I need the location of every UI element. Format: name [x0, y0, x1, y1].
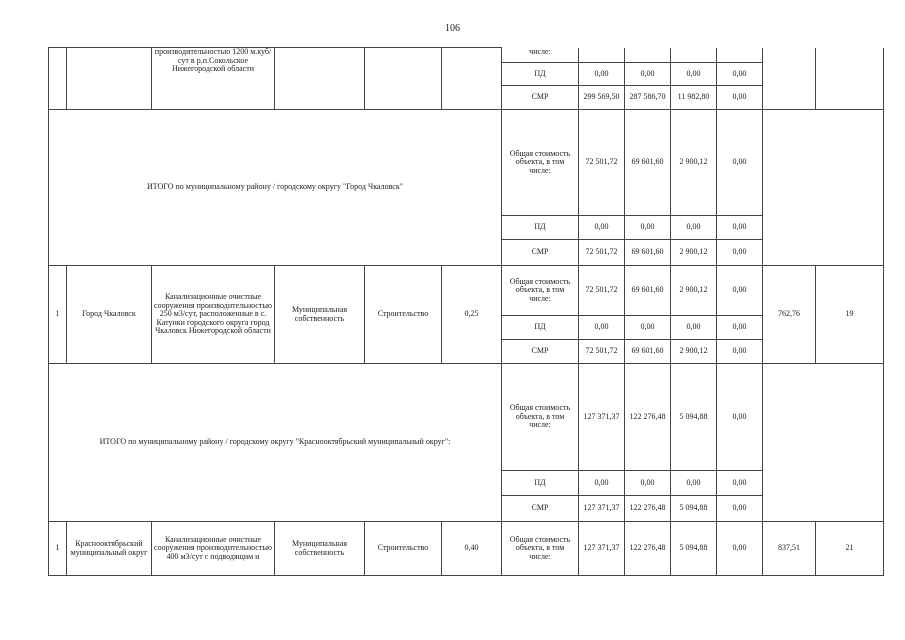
table-row — [49, 266, 884, 316]
cell-work-type — [365, 48, 442, 110]
value-cell: 0,00 — [579, 471, 625, 496]
value-cell: 0,00 — [671, 63, 717, 86]
value-cell — [717, 48, 763, 63]
value-cell: 0,00 — [671, 316, 717, 340]
value-cell: 72 501,72 — [579, 266, 625, 316]
cost-type-label: Общая стоимость объекта, в том числе: — [502, 364, 579, 471]
cell-ownership — [275, 48, 365, 110]
value-cell: 2 900,12 — [671, 110, 717, 216]
value-cell: 0,00 — [579, 63, 625, 86]
value-cell: 72 501,72 — [579, 340, 625, 364]
value-cell: 0,00 — [717, 266, 763, 316]
page-number: 106 — [445, 23, 460, 34]
value-cell: 0,00 — [717, 340, 763, 364]
cost-type-label: СМР — [502, 496, 579, 522]
cell-extra1 — [763, 48, 816, 110]
cell-municipality: Краснооктябрьский муниципальный округ — [67, 522, 152, 576]
cost-type-label: Общая стоимость объекта, в том числе: — [502, 110, 579, 216]
value-cell — [671, 48, 717, 63]
cell-blank — [763, 364, 884, 522]
value-cell: 0,00 — [625, 216, 671, 240]
value-cell: 0,00 — [579, 316, 625, 340]
cell-municipality — [67, 48, 152, 110]
cell-num — [49, 48, 67, 110]
cell-ownership: Муниципальная собственность — [275, 522, 365, 576]
investment-table — [48, 47, 884, 576]
cell-capacity: 0,25 — [442, 266, 502, 364]
value-cell: 0,00 — [717, 522, 763, 576]
value-cell: 0,00 — [717, 240, 763, 266]
subtotal-label: ИТОГО по муниципальному району / городскому округу "Краснооктябрьский муниципальный округ": — [49, 364, 502, 522]
table-row — [49, 48, 884, 63]
value-cell: 299 569,50 — [579, 86, 625, 110]
value-cell: 0,00 — [625, 316, 671, 340]
cell-work-type: Строительство — [365, 266, 442, 364]
cell-num: 1 — [49, 522, 67, 576]
value-cell: 5 094,88 — [671, 522, 717, 576]
cost-type-label: ПД — [502, 471, 579, 496]
cell-capacity — [442, 48, 502, 110]
cell-num: 1 — [49, 266, 67, 364]
value-cell: 0,00 — [717, 496, 763, 522]
cell-work-type: Строительство — [365, 522, 442, 576]
value-cell: 0,00 — [671, 471, 717, 496]
value-cell: 69 601,60 — [625, 240, 671, 266]
value-cell: 0,00 — [625, 471, 671, 496]
cost-type-label: СМР — [502, 340, 579, 364]
cost-type-label: Общая стоимость объекта, в том числе: — [502, 522, 579, 576]
cell-capacity: 0,40 — [442, 522, 502, 576]
value-cell: 0,00 — [717, 316, 763, 340]
value-cell: 72 501,72 — [579, 110, 625, 216]
cell-blank — [763, 110, 884, 266]
value-cell: 122 276,48 — [625, 496, 671, 522]
cell-municipality: Город Чкаловск — [67, 266, 152, 364]
cell-object: производительностью 1200 м.куб/сут в р.п.Сокольское Нижегородской области — [152, 48, 275, 110]
cost-type-label: ПД — [502, 216, 579, 240]
value-cell: 0,00 — [625, 63, 671, 86]
cell-extra1: 762,76 — [763, 266, 816, 364]
cell-ownership: Муниципальная собственность — [275, 266, 365, 364]
value-cell: 72 501,72 — [579, 240, 625, 266]
value-cell: 0,00 — [717, 86, 763, 110]
value-cell: 11 982,80 — [671, 86, 717, 110]
value-cell: 0,00 — [717, 110, 763, 216]
cost-type-label: Общая стоимость объекта, в том числе: — [502, 266, 579, 316]
value-cell: 69 601,60 — [625, 110, 671, 216]
cell-extra2 — [816, 48, 884, 110]
value-cell: 122 276,48 — [625, 522, 671, 576]
value-cell — [579, 48, 625, 63]
value-cell: 2 900,12 — [671, 340, 717, 364]
value-cell: 5 094,88 — [671, 496, 717, 522]
value-cell: 69 601,60 — [625, 266, 671, 316]
value-cell: 0,00 — [579, 216, 625, 240]
cost-type-label: ПД — [502, 316, 579, 340]
value-cell: 0,00 — [717, 216, 763, 240]
value-cell: 0,00 — [717, 471, 763, 496]
cost-type-label: СМР — [502, 240, 579, 266]
table-row — [49, 522, 884, 576]
cell-extra2: 19 — [816, 266, 884, 364]
cell-object: Канализационные очистные сооружения производительностью 250 м3/сут, расположенные в с. Катунки городского округа город Чкаловск Нижегородской области — [152, 266, 275, 364]
value-cell: 0,00 — [671, 216, 717, 240]
value-cell: 0,00 — [717, 364, 763, 471]
value-cell: 2 900,12 — [671, 266, 717, 316]
cell-extra1: 837,51 — [763, 522, 816, 576]
value-cell: 69 601,60 — [625, 340, 671, 364]
value-cell: 2 900,12 — [671, 240, 717, 266]
cost-type-label: ПД — [502, 63, 579, 86]
cell-extra2: 21 — [816, 522, 884, 576]
value-cell: 5 094,88 — [671, 364, 717, 471]
subtotal-label: ИТОГО по муниципальному району / городскому округу "Город Чкаловск" — [49, 110, 502, 266]
table-row — [49, 110, 884, 216]
value-cell — [625, 48, 671, 63]
table-row — [49, 364, 884, 471]
cost-type-label: СМР — [502, 86, 579, 110]
value-cell: 127 371,37 — [579, 364, 625, 471]
value-cell: 0,00 — [717, 63, 763, 86]
value-cell: 287 586,70 — [625, 86, 671, 110]
value-cell: 122 276,48 — [625, 364, 671, 471]
value-cell: 127 371,37 — [579, 496, 625, 522]
value-cell: 127 371,37 — [579, 522, 625, 576]
cost-type-label: числе: — [502, 48, 579, 63]
cell-object: Канализационные очистные сооружения производительностью 400 м3/сут с подводящим и — [152, 522, 275, 576]
